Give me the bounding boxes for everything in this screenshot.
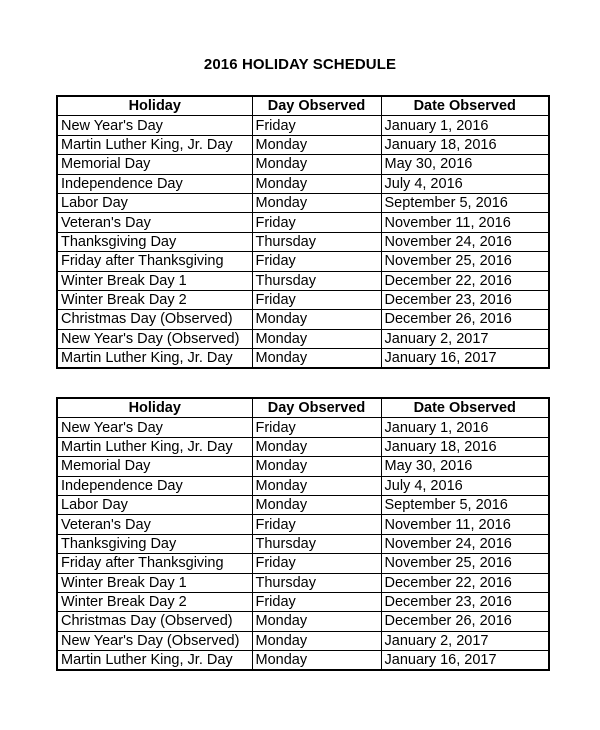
- day-observed-cell: Friday: [252, 554, 381, 573]
- holiday-name-cell: Memorial Day: [57, 155, 252, 174]
- table-row: [57, 174, 549, 193]
- holiday-name-cell: Martin Luther King, Jr. Day: [57, 651, 252, 671]
- day-observed-cell: Monday: [252, 174, 381, 193]
- day-observed-cell: Monday: [252, 457, 381, 476]
- date-observed-cell: November 11, 2016: [381, 213, 549, 232]
- table-row: [57, 534, 549, 553]
- day-observed-cell: Friday: [252, 290, 381, 309]
- holiday-name-cell: Winter Break Day 2: [57, 592, 252, 611]
- holiday-name-cell: New Year's Day: [57, 116, 252, 135]
- table-row: [57, 554, 549, 573]
- table-row: [57, 573, 549, 592]
- date-observed-cell: September 5, 2016: [381, 495, 549, 514]
- date-observed-cell: December 22, 2016: [381, 573, 549, 592]
- date-observed-cell: December 23, 2016: [381, 290, 549, 309]
- column-header-day-observed: Day Observed: [252, 398, 381, 418]
- table-row: [57, 329, 549, 348]
- table-row: [57, 232, 549, 251]
- table-row: [57, 193, 549, 212]
- day-observed-cell: Friday: [252, 592, 381, 611]
- day-observed-cell: Monday: [252, 437, 381, 456]
- holiday-name-cell: Martin Luther King, Jr. Day: [57, 437, 252, 456]
- holiday-name-cell: Labor Day: [57, 495, 252, 514]
- date-observed-cell: January 18, 2016: [381, 437, 549, 456]
- date-observed-cell: November 24, 2016: [381, 232, 549, 251]
- day-observed-cell: Friday: [252, 116, 381, 135]
- date-observed-cell: May 30, 2016: [381, 155, 549, 174]
- day-observed-cell: Monday: [252, 135, 381, 154]
- table-row: [57, 515, 549, 534]
- table-row: [57, 213, 549, 232]
- table-row: [57, 457, 549, 476]
- holiday-name-cell: New Year's Day (Observed): [57, 631, 252, 650]
- table-row: [57, 651, 549, 671]
- date-observed-cell: November 11, 2016: [381, 515, 549, 534]
- holiday-name-cell: Veteran's Day: [57, 213, 252, 232]
- day-observed-cell: Thursday: [252, 534, 381, 553]
- table-row: [57, 155, 549, 174]
- holiday-name-cell: Christmas Day (Observed): [57, 612, 252, 631]
- holiday-name-cell: Thanksgiving Day: [57, 534, 252, 553]
- holiday-name-cell: Martin Luther King, Jr. Day: [57, 135, 252, 154]
- holiday-table: [56, 95, 550, 369]
- date-observed-cell: September 5, 2016: [381, 193, 549, 212]
- holiday-name-cell: Martin Luther King, Jr. Day: [57, 349, 252, 369]
- table-header-row: [57, 398, 549, 418]
- date-observed-cell: January 2, 2017: [381, 329, 549, 348]
- date-observed-cell: November 24, 2016: [381, 534, 549, 553]
- day-observed-cell: Monday: [252, 631, 381, 650]
- day-observed-cell: Friday: [252, 252, 381, 271]
- holiday-name-cell: Winter Break Day 2: [57, 290, 252, 309]
- date-observed-cell: December 23, 2016: [381, 592, 549, 611]
- day-observed-cell: Monday: [252, 495, 381, 514]
- table-header-row: [57, 96, 549, 116]
- holiday-name-cell: Independence Day: [57, 476, 252, 495]
- holiday-name-cell: New Year's Day: [57, 418, 252, 437]
- date-observed-cell: January 1, 2016: [381, 418, 549, 437]
- table-row: [57, 135, 549, 154]
- day-observed-cell: Thursday: [252, 232, 381, 251]
- holiday-table: [56, 397, 550, 671]
- table-row: [57, 437, 549, 456]
- table-row: [57, 349, 549, 369]
- column-header-date-observed: Date Observed: [381, 398, 549, 418]
- date-observed-cell: December 22, 2016: [381, 271, 549, 290]
- day-observed-cell: Monday: [252, 155, 381, 174]
- table-row: [57, 612, 549, 631]
- table-row: [57, 495, 549, 514]
- holiday-name-cell: New Year's Day (Observed): [57, 329, 252, 348]
- date-observed-cell: May 30, 2016: [381, 457, 549, 476]
- date-observed-cell: November 25, 2016: [381, 252, 549, 271]
- holiday-name-cell: Winter Break Day 1: [57, 271, 252, 290]
- day-observed-cell: Thursday: [252, 573, 381, 592]
- column-header-day-observed: Day Observed: [252, 96, 381, 116]
- column-header-holiday: Holiday: [57, 96, 252, 116]
- table-row: [57, 418, 549, 437]
- day-observed-cell: Monday: [252, 349, 381, 369]
- holiday-name-cell: Independence Day: [57, 174, 252, 193]
- day-observed-cell: Monday: [252, 612, 381, 631]
- day-observed-cell: Friday: [252, 515, 381, 534]
- holiday-name-cell: Friday after Thanksgiving: [57, 252, 252, 271]
- day-observed-cell: Monday: [252, 651, 381, 671]
- date-observed-cell: July 4, 2016: [381, 174, 549, 193]
- date-observed-cell: January 1, 2016: [381, 116, 549, 135]
- date-observed-cell: January 16, 2017: [381, 349, 549, 369]
- holiday-name-cell: Friday after Thanksgiving: [57, 554, 252, 573]
- holiday-name-cell: Veteran's Day: [57, 515, 252, 534]
- day-observed-cell: Monday: [252, 476, 381, 495]
- date-observed-cell: December 26, 2016: [381, 310, 549, 329]
- holiday-name-cell: Thanksgiving Day: [57, 232, 252, 251]
- day-observed-cell: Monday: [252, 329, 381, 348]
- column-header-date-observed: Date Observed: [381, 96, 549, 116]
- day-observed-cell: Monday: [252, 310, 381, 329]
- day-observed-cell: Friday: [252, 213, 381, 232]
- date-observed-cell: December 26, 2016: [381, 612, 549, 631]
- column-header-holiday: Holiday: [57, 398, 252, 418]
- page-title: 2016 HOLIDAY SCHEDULE: [203, 56, 397, 73]
- table-row: [57, 290, 549, 309]
- date-observed-cell: January 2, 2017: [381, 631, 549, 650]
- day-observed-cell: Thursday: [252, 271, 381, 290]
- holiday-name-cell: Winter Break Day 1: [57, 573, 252, 592]
- holiday-name-cell: Memorial Day: [57, 457, 252, 476]
- table-row: [57, 116, 549, 135]
- day-observed-cell: Friday: [252, 418, 381, 437]
- table-row: [57, 592, 549, 611]
- table-row: [57, 310, 549, 329]
- holiday-name-cell: Christmas Day (Observed): [57, 310, 252, 329]
- table-row: [57, 476, 549, 495]
- date-observed-cell: January 16, 2017: [381, 651, 549, 671]
- holiday-name-cell: Labor Day: [57, 193, 252, 212]
- table-row: [57, 631, 549, 650]
- table-row: [57, 252, 549, 271]
- date-observed-cell: November 25, 2016: [381, 554, 549, 573]
- date-observed-cell: January 18, 2016: [381, 135, 549, 154]
- table-row: [57, 271, 549, 290]
- day-observed-cell: Monday: [252, 193, 381, 212]
- date-observed-cell: July 4, 2016: [381, 476, 549, 495]
